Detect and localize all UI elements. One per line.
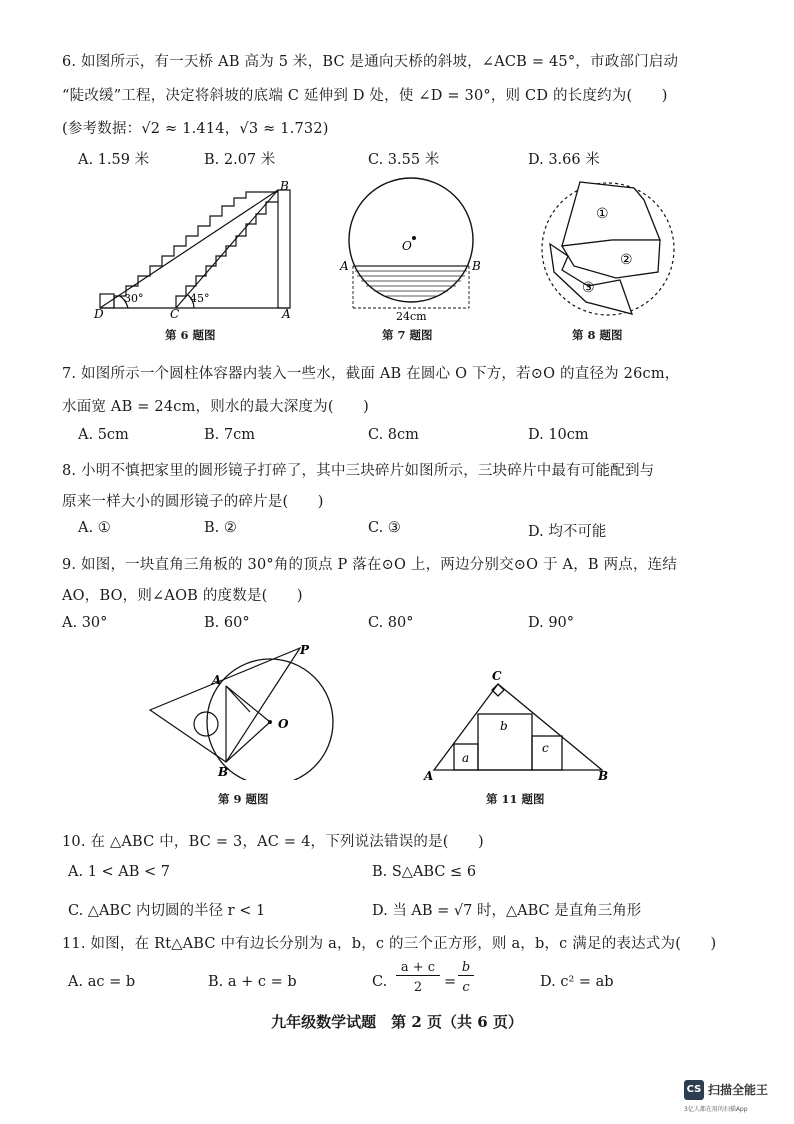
figure-6 (90, 178, 310, 320)
figure-7 (336, 174, 486, 324)
q10-line1: 10. 在 △ABC 中，BC = 3，AC = 4，下列说法错误的是( ) (62, 834, 484, 850)
figure-8 (540, 174, 676, 324)
fig11-square-a: a (462, 751, 470, 765)
q6-line1: 6. 如图所示，有一天桥 AB 高为 5 米，BC 是通向天桥的斜坡，∠ACB = 45°，市政部门启动 (62, 54, 679, 70)
fig6-label-c: C (170, 307, 180, 320)
q7-line1: 7. 如图所示一个圆柱体容器内装入一些水，截面 AB 在圆心 O 下方，若⊙O 的直径为 26cm， (62, 366, 680, 382)
fig6-angle-45: 45° (190, 292, 210, 305)
brand-tagline: 3亿人都在用的扫描App (684, 1106, 748, 1113)
scanner-brand (684, 1080, 794, 1120)
fig6-label-b: B (280, 179, 289, 193)
q8-line2: 原来一样大小的圆形镜子的碎片是( ) (62, 494, 324, 510)
figure-11 (420, 668, 620, 782)
brand-name: 扫描全能王 (708, 1083, 769, 1097)
fig9-label-b: B (218, 765, 229, 779)
q7-option-d: D. 10cm (528, 427, 589, 443)
page-footer: 九年级数学试题 第 2 页（共 6 页） (271, 1013, 523, 1031)
q10-option-a: A. 1 < AB < 7 (68, 864, 171, 880)
fig7-label-b: B (472, 259, 481, 273)
fig11-square-c: c (542, 741, 549, 755)
q9-option-b: B. 60° (204, 615, 250, 631)
q10-option-c: C. △ABC 内切圆的半径 r < 1 (68, 903, 266, 919)
q11-c-numerator: a + c (396, 960, 440, 976)
fig8-piece-1: ① (596, 206, 609, 222)
fig7-label-o: O (402, 239, 412, 253)
q7-option-b: B. 7cm (204, 427, 255, 443)
fig9-label-o: O (278, 717, 289, 731)
q9-option-d: D. 90° (528, 615, 575, 631)
q11-option-b: B. a + c = b (208, 974, 297, 990)
q11-c-numerator2: b (458, 960, 474, 976)
q10-option-d: D. 当 AB = √7 时，△ABC 是直角三角形 (372, 903, 642, 919)
q7-option-a: A. 5cm (78, 427, 129, 443)
q6-line3: (参考数据：√2 ≈ 1.414，√3 ≈ 1.732) (62, 121, 329, 137)
q11-option-c-label: C. (372, 974, 388, 990)
fig6-angle-30: 30° (124, 292, 144, 305)
q11-option-a: A. ac = b (68, 974, 136, 990)
fig11-label-c: C (492, 669, 502, 683)
fig6-caption: 第 6 题图 (165, 328, 216, 342)
fig7-label-a: A (340, 259, 349, 273)
q6-option-d: D. 3.66 米 (528, 152, 600, 168)
fig11-label-b: B (598, 769, 609, 782)
q11-c-denominator: 2 (413, 980, 423, 995)
fig11-square-b: b (500, 719, 508, 733)
fig11-caption: 第 11 题图 (486, 792, 545, 806)
fig6-label-a: A (282, 307, 291, 320)
fig9-label-p: P (300, 643, 310, 657)
q10-option-b: B. S△ABC ≤ 6 (372, 864, 477, 880)
q9-option-a: A. 30° (62, 615, 108, 631)
fig8-piece-3: ③ (582, 280, 595, 296)
q8-line1: 8. 小明不慎把家里的圆形镜子打碎了，其中三块碎片如图所示，三块碎片中最有可能配到与 (62, 463, 655, 479)
fig9-caption: 第 9 题图 (218, 792, 269, 806)
q6-option-b: B. 2.07 米 (204, 152, 276, 168)
q9-option-c: C. 80° (368, 615, 414, 631)
figure-9 (140, 640, 350, 780)
fig7-width-label: 24cm (396, 310, 427, 323)
q6-line2: “陡改缓”工程，决定将斜坡的底端 C 延伸到 D 处，使 ∠D = 30°，则 CD 的长度约为( ) (62, 88, 668, 104)
q8-option-b: B. ② (204, 520, 237, 536)
q8-option-c: C. ③ (368, 520, 401, 536)
fig8-caption: 第 8 题图 (572, 328, 623, 342)
q9-line2: AO，BO，则∠AOB 的度数是( ) (62, 588, 303, 604)
q11-option-d: D. c² = ab (540, 974, 614, 990)
q9-line1: 9. 如图，一块直角三角板的 30°角的顶点 P 落在⊙O 上，两边分别交⊙O 于 A，B 两点，连结 (62, 557, 678, 573)
fig7-caption: 第 7 题图 (382, 328, 433, 342)
fig11-label-a: A (424, 769, 434, 782)
q6-option-c: C. 3.55 米 (368, 152, 440, 168)
fig8-piece-2: ② (620, 252, 633, 268)
q6-option-a: A. 1.59 米 (78, 152, 150, 168)
fig9-label-a: A (212, 673, 222, 687)
q8-option-a: A. ① (78, 520, 111, 536)
q11-c-equals: = (444, 974, 457, 990)
q7-option-c: C. 8cm (368, 427, 419, 443)
q11-c-denominator2: c (462, 980, 470, 995)
q7-line2: 水面宽 AB = 24cm，则水的最大深度为( ) (62, 399, 369, 415)
q8-option-d: D. 均不可能 (528, 524, 607, 540)
q11-line1: 11. 如图，在 Rt△ABC 中有边长分别为 a，b，c 的三个正方形，则 a，b，c 满足的表达式为( ) (62, 936, 717, 952)
brand-logo-icon: CS (684, 1080, 704, 1100)
fig6-label-d: D (94, 307, 104, 320)
